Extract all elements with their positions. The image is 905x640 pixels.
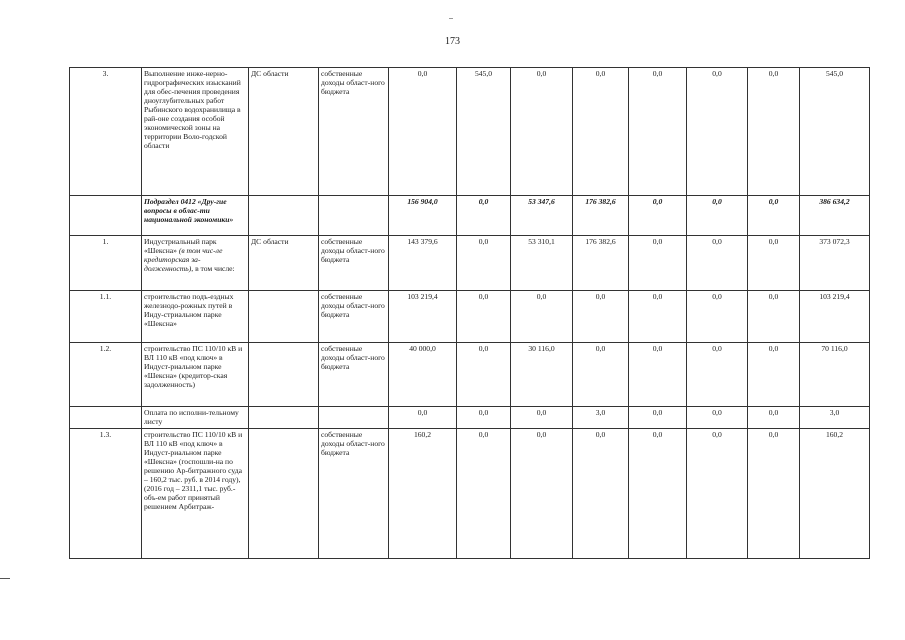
row-total-value: 386 634,2 [800,196,870,236]
description-text: строительство ПС 110/10 кВ и ВЛ 110 кВ «под ключ» в Индуст-риальном парке «Шексна» (госпошли-на по решению Ар-битражного суда – 160,2 тыс. руб. в 2014 году), (2016 год – 2311,1 тыс. руб.- объ-ем работ принятый решением Арбитраж- [144,430,243,511]
row-description [142,429,249,559]
row-value: 0,0 [748,343,800,407]
row-value: 30 116,0 [511,343,573,407]
row-total-value: 545,0 [800,68,870,196]
row-value: 160,2 [389,429,457,559]
row-value: 176 382,6 [573,236,629,291]
row-executor [249,429,319,559]
row-funding-source [319,196,389,236]
budget-table [69,67,870,559]
row-value: 0,0 [457,291,511,343]
row-executor [249,291,319,343]
row-executor: ДС области [249,68,319,196]
row-value: 0,0 [629,429,687,559]
row-executor [249,343,319,407]
row-value: 143 379,6 [389,236,457,291]
row-value: 0,0 [748,196,800,236]
row-index: 3. [70,68,142,196]
row-value: 0,0 [687,236,748,291]
row-value: 3,0 [573,407,629,429]
row-value: 0,0 [629,407,687,429]
row-funding-source: собственные доходы област-ного бюджета [319,343,389,407]
row-value: 0,0 [511,68,573,196]
table-body [70,68,870,559]
row-description [142,343,249,407]
table-row [70,68,870,196]
description-text: , в том числе: [191,264,235,273]
row-total-value: 373 072,3 [800,236,870,291]
row-value: 0,0 [457,236,511,291]
row-total-value: 160,2 [800,429,870,559]
row-executor [249,407,319,429]
row-value: 0,0 [573,291,629,343]
row-value: 0,0 [687,68,748,196]
table-row [70,407,870,429]
row-funding-source [319,407,389,429]
row-value: 0,0 [629,236,687,291]
row-value: 0,0 [748,407,800,429]
row-description [142,236,249,291]
row-value: 0,0 [629,196,687,236]
row-index: 1.2. [70,343,142,407]
row-value: 53 310,1 [511,236,573,291]
row-executor: ДС области [249,236,319,291]
row-funding-source: собственные доходы област-ного бюджета [319,236,389,291]
row-value: 0,0 [629,343,687,407]
row-value: 0,0 [748,291,800,343]
row-index [70,196,142,236]
row-value: 0,0 [511,291,573,343]
row-description [142,196,249,236]
table-row [70,429,870,559]
row-value: 0,0 [511,429,573,559]
row-value: 0,0 [687,407,748,429]
row-value: 0,0 [457,429,511,559]
table-row [70,343,870,407]
row-value: 0,0 [687,196,748,236]
scan-edge-mark [0,578,10,579]
row-value: 0,0 [457,343,511,407]
row-value: 0,0 [389,407,457,429]
row-index [70,407,142,429]
row-value: 0,0 [748,68,800,196]
row-value: 0,0 [511,407,573,429]
row-value: 0,0 [748,236,800,291]
table-row [70,196,870,236]
row-value: 0,0 [457,407,511,429]
row-index: 1.1. [70,291,142,343]
row-funding-source: собственные доходы област-ного бюджета [319,429,389,559]
description-text: Оплата по исполни-тельному листу [144,408,239,426]
row-value: 0,0 [629,68,687,196]
row-value: 0,0 [748,429,800,559]
row-description [142,68,249,196]
row-total-value: 3,0 [800,407,870,429]
description-text: Выполнение инже-нерно-гидрографических изысканий для обес-печения проведения дноуглубительных работ Рыбинского водохранилища в рай-оне создания особой экономической зоны на территории Воло-годской области [144,69,241,150]
row-total-value: 103 219,4 [800,291,870,343]
description-text: строительство подъ-ездных железнодо-рожных путей в Инду-стриальном парке «Шексна» [144,292,234,328]
description-text: (в том чис-ле кредиторская за-долженность) [144,246,223,273]
row-value: 0,0 [687,429,748,559]
table-row [70,291,870,343]
description-text: строительство ПС 110/10 кВ и ВЛ 110 кВ «под ключ» в Индуст-риальном парке «Шексна» (кредитор-ская задолженность) [144,344,243,389]
page-number: 173 [445,36,460,47]
row-description [142,291,249,343]
row-value: 0,0 [629,291,687,343]
description-text: Индустриальный парк «Шексна» [144,237,217,255]
row-value: 0,0 [687,291,748,343]
row-value: 53 347,6 [511,196,573,236]
row-funding-source: собственные доходы област-ного бюджета [319,68,389,196]
row-executor [249,196,319,236]
row-value: 0,0 [573,429,629,559]
description-text: Подраздел 0412 «Дру-гие вопросы в облас-ти национальной экономики» [144,197,234,224]
row-total-value: 70 116,0 [800,343,870,407]
table-row [70,236,870,291]
row-value: 156 904,0 [389,196,457,236]
row-value: 103 219,4 [389,291,457,343]
row-value: 40 000,0 [389,343,457,407]
row-funding-source: собственные доходы област-ного бюджета [319,291,389,343]
row-description [142,407,249,429]
row-index: 1. [70,236,142,291]
scan-mark [449,18,453,19]
row-value: 176 382,6 [573,196,629,236]
row-value: 0,0 [457,196,511,236]
row-value: 545,0 [457,68,511,196]
row-value: 0,0 [573,343,629,407]
row-value: 0,0 [687,343,748,407]
row-value: 0,0 [389,68,457,196]
row-index: 1.3. [70,429,142,559]
row-value: 0,0 [573,68,629,196]
